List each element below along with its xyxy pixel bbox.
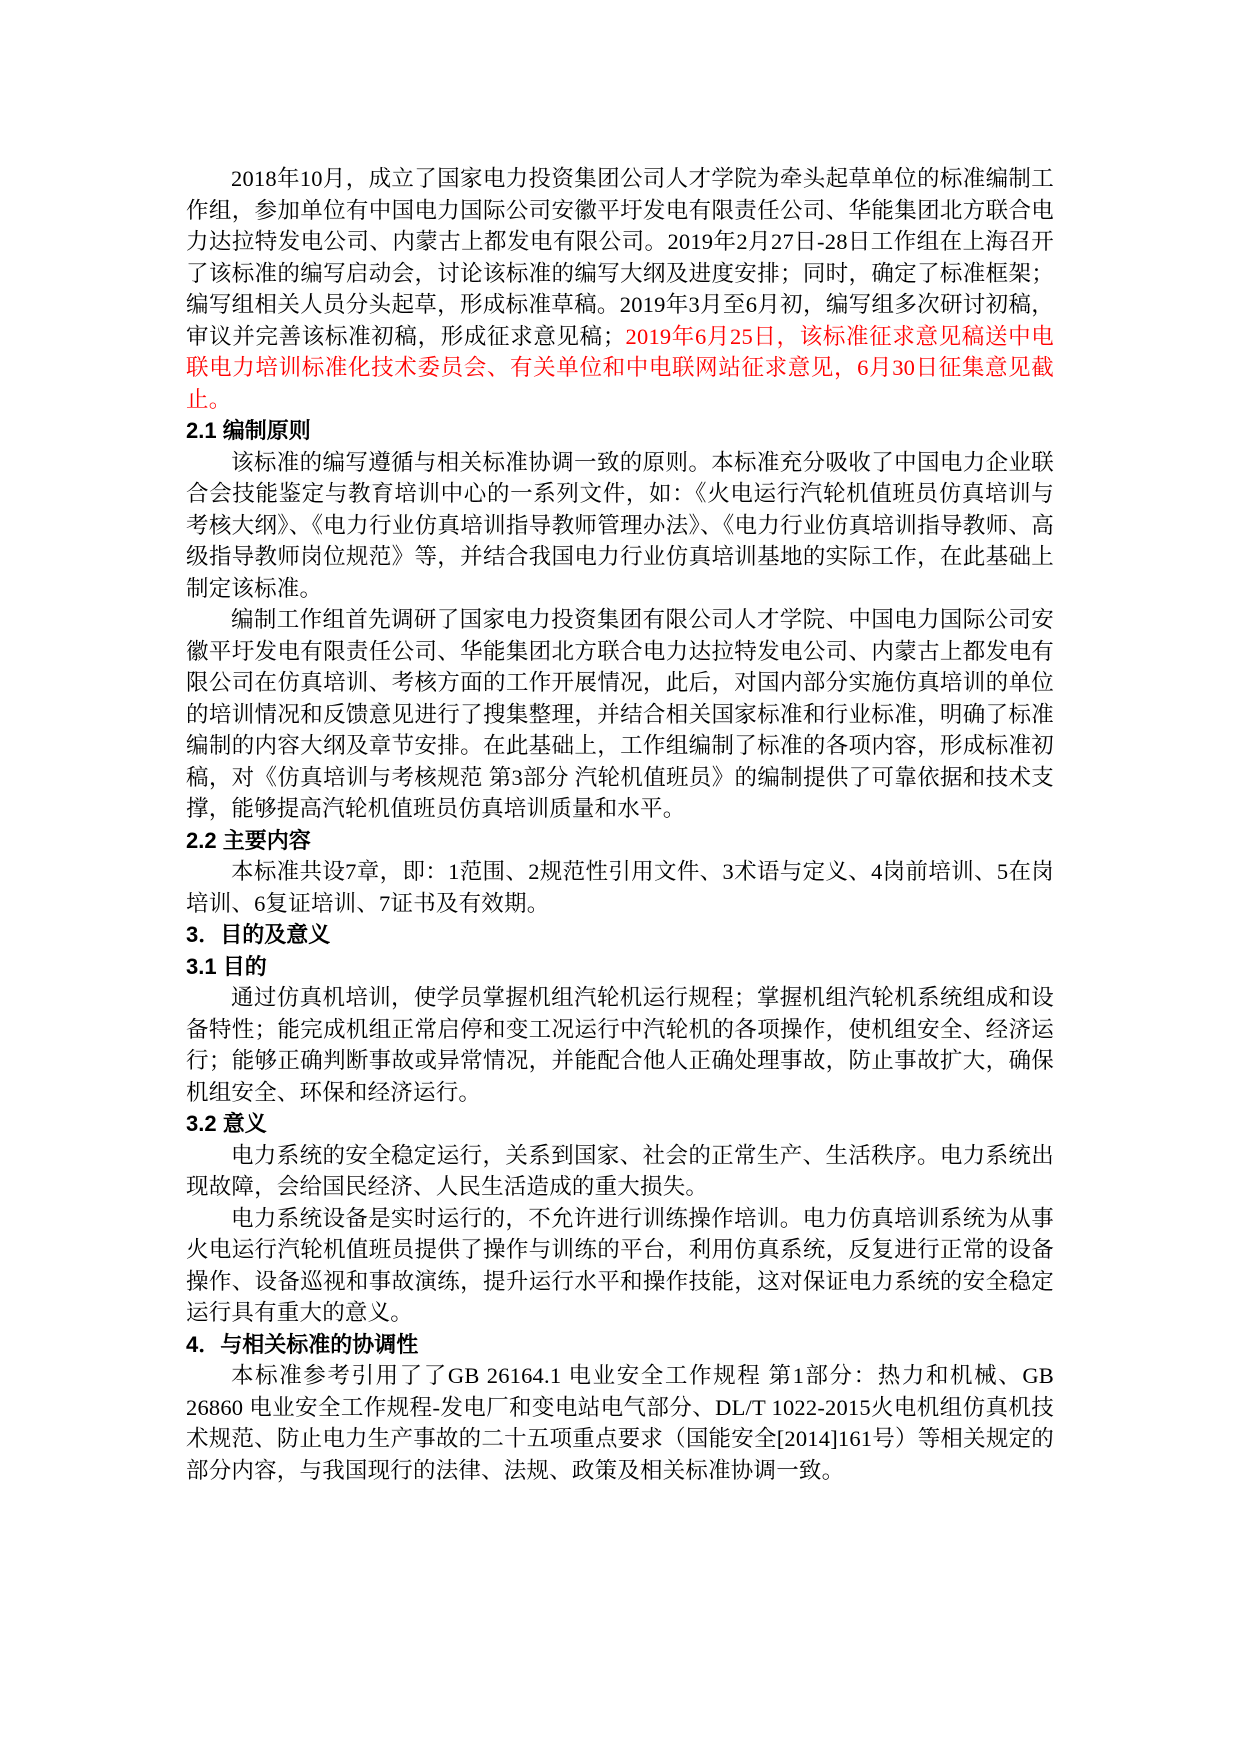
section-2-1-paragraph-1: 该标准的编写遵循与相关标准协调一致的原则。本标准充分吸收了中国电力企业联合会技能鉴定与教育培训中心的一系列文件，如：《火电运行汽轮机值班员仿真培训与考核大纲》、《电力行业仿真培训指导教师管理办法》、《电力行业仿真培训指导教师、高级指导教师岗位规范》等，并结合我国电力行业仿真培训基地的实际工作，在此基础上制定该标准。 <box>186 449 1054 601</box>
section-3-2-heading: 3.2 意义 <box>186 1111 267 1136</box>
section-3-2-paragraph-1: 电力系统的安全稳定运行，关系到国家、社会的正常生产、生活秩序。电力系统出现故障，会给国民经济、人民生活造成的重大损失。 <box>186 1142 1054 1199</box>
intro-text: 2018年10月，成立了国家电力投资集团公司人才学院为牵头起草单位的标准编制工作组，参加单位有中国电力国际公司安徽平圩发电有限责任公司、华能集团北方联合电力达拉特发电公司、内蒙古上都发电有限公司。2019年2月27日-28日工作组在上海召开了该标准的编写启动会，讨论该标准的编写大纲及进度安排；同时，确定了标准框架；编写组相关人员分头起草，形成标准草稿。2019年3月至6月初，编写组多次研讨初稿，审议并完善该标准初稿，形成征求意见稿； <box>186 166 1054 349</box>
intro-highlight-text: 2019年6月25日，该标准征求意见稿送中电联电力培训标准化技术委员会、有关单位和中电联网站征求意见，6月30日征集意见截止。 <box>186 323 1054 412</box>
section-3-1-paragraph-1: 通过仿真机培训，使学员掌握机组汽轮机运行规程；掌握机组汽轮机系统组成和设备特性；能完成机组正常启停和变工况运行中汽轮机的各项操作，使机组安全、经济运行；能够正确判断事故或异常情况，并能配合他人正确处理事故，防止事故扩大，确保机组安全、环保和经济运行。 <box>186 985 1054 1105</box>
intro-paragraph <box>186 163 1054 415</box>
section-4-heading: 4．与相关标准的协调性 <box>186 1331 419 1357</box>
section-3-2-paragraph-2: 电力系统设备是实时运行的，不允许进行训练操作培训。电力仿真培训系统为从事火电运行汽轮机值班员提供了操作与训练的平台，利用仿真系统，反复进行正常的设备操作、设备巡视和事故演练，提升运行水平和操作技能，这对保证电力系统的安全稳定运行具有重大的意义。 <box>186 1205 1054 1325</box>
section-4-paragraph-1: 本标准参考引用了了GB 26164.1 电业安全工作规程 第1部分：热力和机械、GB 26860 电业安全工作规程-发电厂和变电站电气部分、DL/T 1022-2015火电机组仿真机技术规范、防止电力生产事故的二十五项重点要求（国能安全[2014]161号）等相关规定的部分内容，与我国现行的法律、法规、政策及相关标准协调一致。 <box>186 1363 1054 1483</box>
section-2-2-paragraph-1: 本标准共设7章，即：1范围、2规范性引用文件、3术语与定义、4岗前培训、5在岗培训、6复证培训、7证书及有效期。 <box>186 859 1054 916</box>
section-2-1-heading: 2.1 编制原则 <box>186 418 311 443</box>
section-2-2-heading: 2.2 主要内容 <box>186 827 311 853</box>
section-3-1-heading: 3.1 目的 <box>186 953 267 979</box>
section-2-1-paragraph-2: 编制工作组首先调研了国家电力投资集团有限公司人才学院、中国电力国际公司安徽平圩发电有限责任公司、华能集团北方联合电力达拉特发电公司、内蒙古上都发电有限公司在仿真培训、考核方面的工作开展情况，此后，对国内部分实施仿真培训的单位的培训情况和反馈意见进行了搜集整理，并结合相关国家标准和行业标准，明确了标准编制的内容大纲及章节安排。在此基础上，工作组编制了标准的各项内容，形成标准初稿，对《仿真培训与考核规范 第3部分 汽轮机值班员》的编制提供了可靠依据和技术支撑，能够提高汽轮机值班员仿真培训质量和水平。 <box>186 607 1054 821</box>
section-3-heading: 3．目的及意义 <box>186 922 331 947</box>
document-page <box>186 163 1054 1486</box>
